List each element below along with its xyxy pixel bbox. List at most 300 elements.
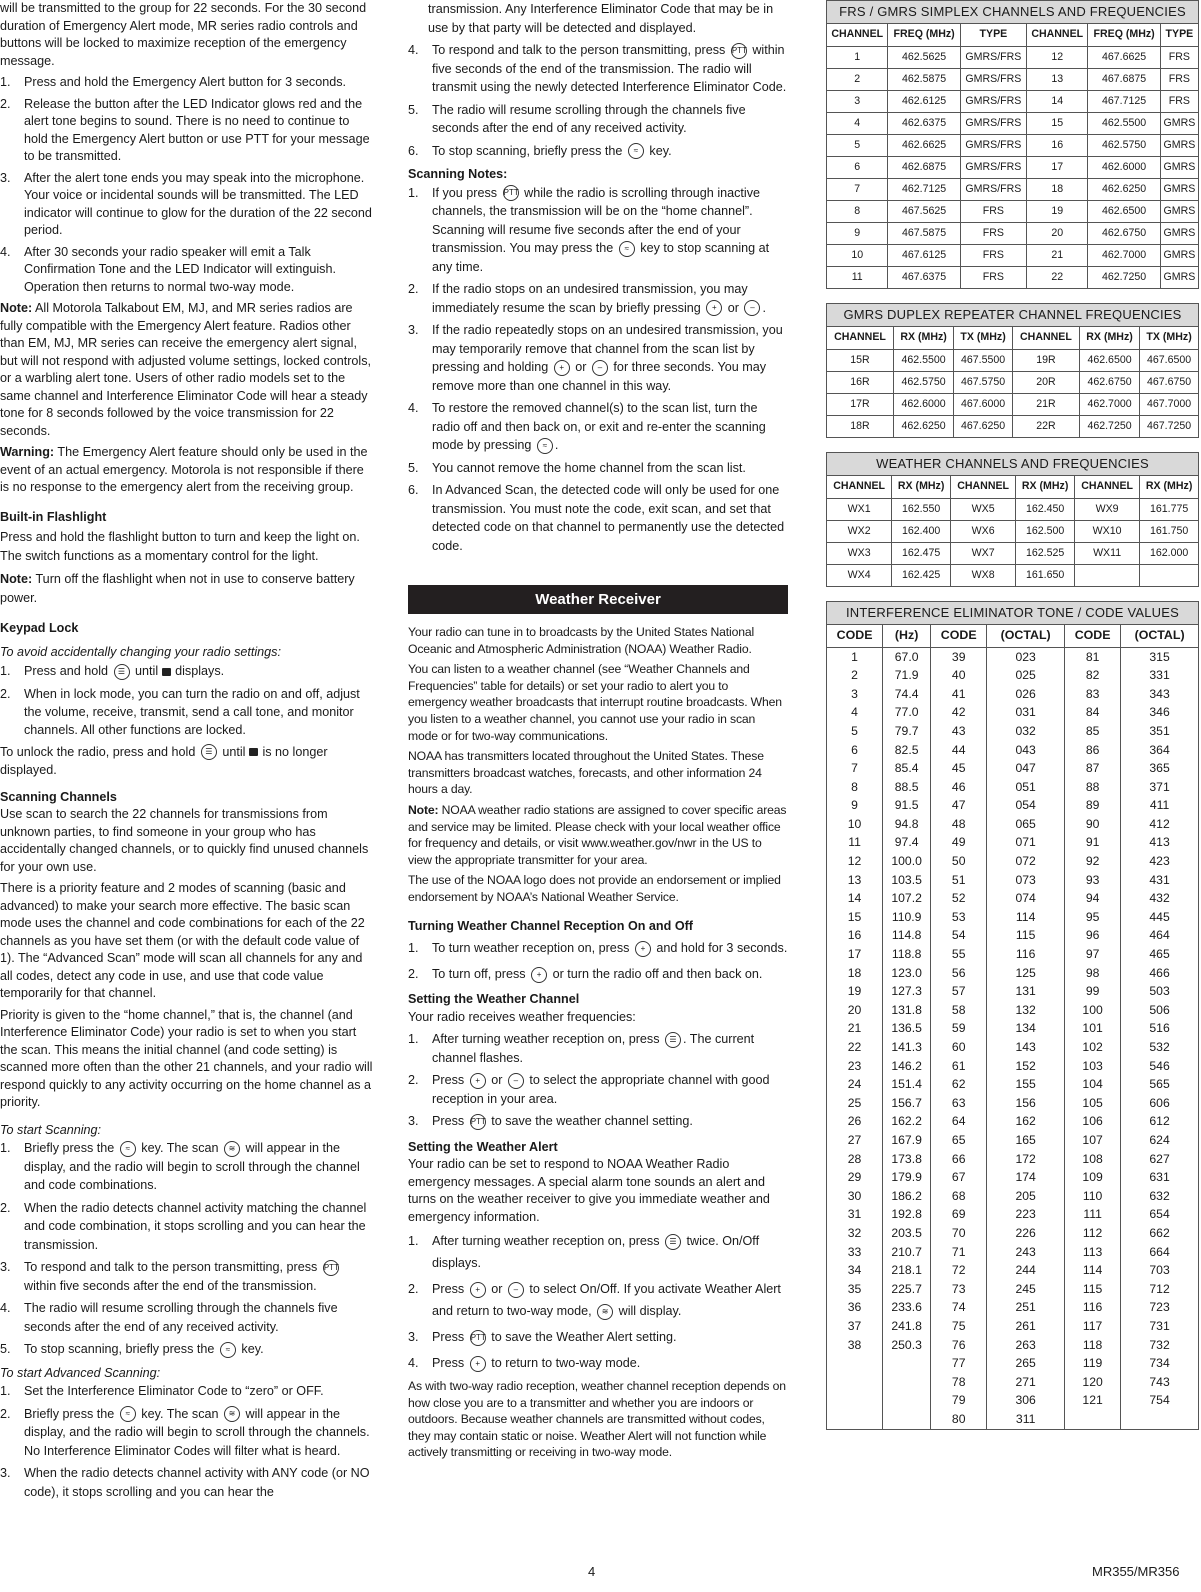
set-alert-heading: Setting the Weather Alert (408, 1139, 558, 1154)
table-cell: 462.6375 (888, 113, 960, 135)
table-cell: GMRS (1160, 113, 1198, 135)
table-cell: 17 (827, 946, 883, 965)
table-row (827, 760, 1199, 779)
table-cell: 94.8 (883, 815, 931, 834)
table-row (827, 350, 1199, 372)
table-row (827, 1224, 1199, 1243)
menu-icon: ☰ (665, 1234, 681, 1250)
table-cell: 86 (1065, 741, 1121, 760)
scan-key-icon: ≈ (537, 438, 553, 454)
list-item: 1. Press and hold the Emergency Alert button for 3 seconds. (0, 75, 347, 89)
table-cell: 16 (827, 927, 883, 946)
table-cell: 743 (1121, 1373, 1199, 1392)
table-cell: 467.6250 (954, 416, 1013, 438)
table-cell: 118 (1065, 1336, 1121, 1355)
set-channel-steps (408, 1030, 788, 1131)
table-cell: 21 (1027, 245, 1088, 267)
table-cell: 22 (1027, 267, 1088, 289)
table-cell: 21R (1012, 394, 1079, 416)
flashlight-note: Note: Turn off the flashlight when not in use to conserve battery power. (0, 572, 355, 605)
table-cell: 8 (827, 778, 883, 797)
table-cell: 315 (1121, 648, 1199, 667)
table-cell: 654 (1121, 1206, 1199, 1225)
table-cell: 68 (931, 1187, 987, 1206)
list-item: 3. Press PTT to save the Weather Alert setting. (408, 1330, 677, 1344)
table-cell: 77 (931, 1355, 987, 1374)
table-cell (827, 1410, 883, 1429)
table-cell: 462.6750 (1088, 223, 1160, 245)
table-cell: GMRS (1160, 223, 1198, 245)
table-cell: 462.6625 (888, 135, 960, 157)
table-cell: 88 (1065, 778, 1121, 797)
menu-lock-icon: ☰ (201, 744, 217, 760)
table-row (827, 1113, 1199, 1132)
table-cell: 664 (1121, 1243, 1199, 1262)
cont-text: transmission. Any Interference Eliminator Code that may be in use by that party will be detected and displayed. (428, 2, 774, 35)
table-cell: 467.6000 (954, 394, 1013, 416)
table-cell: 114.8 (883, 927, 931, 946)
table-cell: 79 (931, 1392, 987, 1411)
plus-icon: + (706, 300, 722, 316)
plus-icon: + (531, 967, 547, 983)
table-cell: 136.5 (883, 1020, 931, 1039)
table-cell: 34 (827, 1262, 883, 1281)
table-cell: 107 (1065, 1131, 1121, 1150)
table-cell: 36 (827, 1299, 883, 1318)
table-cell: 365 (1121, 760, 1199, 779)
table-cell: 723 (1121, 1299, 1199, 1318)
table-row (827, 908, 1199, 927)
table-cell: 57 (931, 983, 987, 1002)
list-item: 4. Press + to return to two-way mode. (408, 1356, 641, 1370)
plus-icon: + (470, 1282, 486, 1298)
table-cell: 172 (987, 1150, 1065, 1169)
column-header: TX (MHz) (954, 327, 1013, 350)
table-cell: 226 (987, 1224, 1065, 1243)
keypad-heading: Keypad Lock (0, 621, 79, 635)
table-cell: 15R (827, 350, 894, 372)
table-cell: 115 (987, 927, 1065, 946)
status-icon: ≋ (224, 1406, 240, 1422)
column-right (826, 0, 1199, 1444)
keypad-sub: To avoid accidentally changing your radio settings: (0, 644, 281, 659)
table-cell: 467.7000 (1140, 394, 1199, 416)
cont-steps (408, 41, 788, 160)
list-item: 5. You cannot remove the home channel from the scan list. (408, 460, 746, 475)
list-item: 4. To respond and talk to the person transmitting, press PTT within five seconds of the end of the transmission. The radio will transmit using the newly detected Interference Eliminator Code. (408, 43, 787, 94)
table-cell: 351 (1121, 722, 1199, 741)
flashlight-text: Press and hold the flashlight button to turn and keep the light on. The switch functions as a momentary control for the light. (0, 530, 360, 563)
table-cell: 114 (987, 908, 1065, 927)
table-cell: 245 (987, 1280, 1065, 1299)
list-item: 6. In Advanced Scan, the detected code will only be used for one transmission. You must note the code, exit scan, and set that detected code on that channel to permanently use the detected code. (408, 483, 785, 553)
table-cell: 462.6250 (1088, 179, 1160, 201)
table-cell: 462.6875 (888, 157, 960, 179)
table-row (827, 1076, 1199, 1095)
table-cell: 20 (1027, 223, 1088, 245)
table-cell: 167.9 (883, 1131, 931, 1150)
table-cell: 462.5875 (888, 69, 960, 91)
table-cell: 467.5875 (888, 223, 960, 245)
table-cell: FRS (1160, 47, 1198, 69)
table-cell: 2 (827, 667, 883, 686)
table-cell: 432 (1121, 890, 1199, 909)
table-cell: 054 (987, 797, 1065, 816)
table-cell: 20 (827, 1001, 883, 1020)
table-cell: 91.5 (883, 797, 931, 816)
table-cell: 90 (1065, 815, 1121, 834)
column-header: CHANNEL (1027, 24, 1088, 47)
column-header: TX (MHz) (1140, 327, 1199, 350)
table-cell: 243 (987, 1243, 1065, 1262)
table-cell: 115 (1065, 1280, 1121, 1299)
table-cell: 162.425 (892, 565, 951, 587)
table-cell: 81 (1065, 648, 1121, 667)
step-text: Briefly press the ≈ key. The scan ≋ will appear in the display, and the radio will begin to scroll through the channel and code combinations. (24, 1141, 360, 1192)
table-cell: 35 (827, 1280, 883, 1299)
table-cell: 343 (1121, 685, 1199, 704)
scan-key-icon: ≈ (619, 241, 635, 257)
gmrs-repeater-table (826, 303, 1199, 438)
table-cell: 83 (1065, 685, 1121, 704)
table-cell: 4 (827, 704, 883, 723)
table-cell: 84 (1065, 704, 1121, 723)
table-cell: 80 (931, 1410, 987, 1429)
table-cell: 65 (931, 1131, 987, 1150)
table-cell: 25 (827, 1094, 883, 1113)
table-cell: 156 (987, 1094, 1065, 1113)
table-cell: 31 (827, 1206, 883, 1225)
set-alert-steps (408, 1230, 788, 1374)
table-cell: 117 (1065, 1317, 1121, 1336)
table-cell: 109 (1065, 1169, 1121, 1188)
table-cell: 103 (1065, 1057, 1121, 1076)
table-cell: 467.6875 (1088, 69, 1160, 91)
step-text: After 30 seconds your radio speaker will emit a Talk Confirmation Tone and the LED Indicator will extinguish. Operation then returns to normal two-way mode. (24, 244, 336, 294)
table-cell: 107.2 (883, 890, 931, 909)
table-cell: 466 (1121, 964, 1199, 983)
table-cell (883, 1373, 931, 1392)
table-cell: 24 (827, 1076, 883, 1095)
list-item: 1. If you press PTT while the radio is scrolling through inactive channels, the transmission will be on the “home channel”. Scanning will resume five seconds after the end of your transmission. You may press the ≈ key to stop scanning at any time. (408, 185, 770, 274)
table-cell (827, 1373, 883, 1392)
table-cell: 6 (827, 157, 888, 179)
table-cell: 2 (827, 69, 888, 91)
table-cell: 152 (987, 1057, 1065, 1076)
column-header: CHANNEL (827, 327, 894, 350)
table-cell: 40 (931, 667, 987, 686)
table-cell: WX2 (827, 521, 892, 543)
table-cell: 88.5 (883, 778, 931, 797)
table-cell: 223 (987, 1206, 1065, 1225)
table-cell: 703 (1121, 1262, 1199, 1281)
warning-para: Warning: The Emergency Alert feature should only be used in the event of an actual emergency. Motorola is not responsible if there is no response to the emergency alert from the receiving group. (0, 445, 368, 494)
table-cell: GMRS (1160, 201, 1198, 223)
table-cell: 33 (827, 1243, 883, 1262)
table-cell: 131 (987, 983, 1065, 1002)
table-cell: 19R (1012, 350, 1079, 372)
table-cell: 44 (931, 741, 987, 760)
table-cell: 97.4 (883, 834, 931, 853)
table-cell: 100.0 (883, 853, 931, 872)
table-cell: 612 (1121, 1113, 1199, 1132)
table-cell: 16 (1027, 135, 1088, 157)
minus-icon: – (508, 1073, 524, 1089)
table-cell: 161.650 (1016, 565, 1075, 587)
table-cell: 72 (931, 1262, 987, 1281)
table-cell: 114 (1065, 1262, 1121, 1281)
table-cell: WX6 (950, 521, 1015, 543)
adv-scan-sub: To start Advanced Scanning: (0, 1365, 161, 1380)
table-cell: 26 (827, 1113, 883, 1132)
column-header: (OCTAL) (1121, 625, 1199, 648)
table-cell: 22 (827, 1038, 883, 1057)
table-row (827, 834, 1199, 853)
model-number: MR355/MR356 (1092, 1564, 1180, 1579)
table-cell: 462.7250 (1088, 267, 1160, 289)
table-cell: 203.5 (883, 1224, 931, 1243)
table-row (827, 1206, 1199, 1225)
table-cell: 98 (1065, 964, 1121, 983)
list-item: 1. To turn weather reception on, press + and hold for 3 seconds. (408, 941, 788, 955)
table-cell: 412 (1121, 815, 1199, 834)
weather-title: Weather Receiver (408, 585, 788, 614)
table-cell: 17 (1027, 157, 1088, 179)
table-cell: GMRS/FRS (960, 135, 1026, 157)
table-cell: 712 (1121, 1280, 1199, 1299)
table-row (827, 704, 1199, 723)
table-row (827, 1299, 1199, 1318)
step-text: To stop scanning, briefly press the ≈ key. (432, 143, 672, 158)
scan-key-icon: ≈ (120, 1141, 136, 1157)
table-cell: 162.2 (883, 1113, 931, 1132)
table-cell: 462.5750 (1088, 135, 1160, 157)
table-cell: 78 (931, 1373, 987, 1392)
scan-heading: Scanning Channels (0, 789, 117, 804)
table-cell: 119 (1065, 1355, 1121, 1374)
table-cell: 71.9 (883, 667, 931, 686)
list-item: 2. If the radio stops on an undesired transmission, you may immediately resume the scan by briefly pressing + or – . (408, 282, 766, 315)
table-cell: 465 (1121, 946, 1199, 965)
table-cell: 250.3 (883, 1336, 931, 1355)
table-cell: 210.7 (883, 1243, 931, 1262)
table-cell: 27 (827, 1131, 883, 1150)
table-row (827, 499, 1199, 521)
step-text: The radio will resume scrolling through the channels five seconds after the end of any received activity. (432, 102, 746, 135)
table-cell: 6 (827, 741, 883, 760)
table-cell: 186.2 (883, 1187, 931, 1206)
table-cell: 9 (827, 797, 883, 816)
table-cell: 423 (1121, 853, 1199, 872)
table-cell: 306 (987, 1392, 1065, 1411)
table-cell: 411 (1121, 797, 1199, 816)
table-row (827, 1410, 1199, 1429)
column-header: CODE (1065, 625, 1121, 648)
table-row (827, 267, 1199, 289)
flashlight-heading: Built-in Flashlight (0, 509, 107, 524)
table-row (827, 1317, 1199, 1336)
table-cell: 462.5625 (888, 47, 960, 69)
table-cell: 467.6375 (888, 267, 960, 289)
list-item: 3. When the radio detects channel activity with ANY code (or NO code), it stops scrolling and you can hear the (0, 1466, 370, 1499)
table-cell: 46 (931, 778, 987, 797)
table-cell: 162.525 (1016, 543, 1075, 565)
table-cell: 55 (931, 946, 987, 965)
list-item: 1. Set the Interference Eliminator Code to “zero” or OFF. (0, 1384, 324, 1398)
table-cell: 9 (827, 223, 888, 245)
table-cell (1140, 565, 1199, 587)
weather-text: Your radio can tune in to broadcasts by the United States National Oceanic and Atmospheric Administration (NOAA) Weather Radio. (408, 625, 755, 656)
table-cell: 21 (827, 1020, 883, 1039)
table-cell (827, 1355, 883, 1374)
table-cell: 146.2 (883, 1057, 931, 1076)
alert-steps (0, 74, 375, 296)
table-cell: 67.0 (883, 648, 931, 667)
table-cell: 331 (1121, 667, 1199, 686)
table-cell: 462.6500 (1088, 201, 1160, 223)
table-row (827, 565, 1199, 587)
table-cell (1065, 1410, 1121, 1429)
list-item: 4. To restore the removed channel(s) to the scan list, turn the radio off and then back on, or exit and re-enter the scanning mode by pressing ≈ . (408, 401, 766, 452)
plus-icon: + (470, 1356, 486, 1372)
scan-notes-heading: Scanning Notes: (408, 167, 508, 181)
table-cell: 85 (1065, 722, 1121, 741)
step-text: After turning weather reception on, press ☰ . The current channel flashes. (432, 1032, 755, 1065)
start-scan-steps (0, 1139, 375, 1359)
table-row (827, 113, 1199, 135)
table-row (827, 1373, 1199, 1392)
table-cell: FRS (960, 223, 1026, 245)
table-cell: WX1 (827, 499, 892, 521)
step-text: In Advanced Scan, the detected code will only be used for one transmission. You must note the code, exit scan, and set that detected code on that channel to permanently use the detected code. (432, 483, 785, 553)
table-cell: 19 (827, 983, 883, 1002)
table-cell: 732 (1121, 1336, 1199, 1355)
table-cell: 56 (931, 964, 987, 983)
table-cell: 073 (987, 871, 1065, 890)
step-text: If the radio stops on an undesired transmission, you may immediately resume the scan by briefly pressing + or – . (432, 282, 766, 315)
table-cell: 462.7000 (1088, 245, 1160, 267)
table-row (827, 685, 1199, 704)
table-cell: 97 (1065, 946, 1121, 965)
table-cell: 631 (1121, 1169, 1199, 1188)
table-row (827, 1001, 1199, 1020)
column-header: (OCTAL) (987, 625, 1065, 648)
scan-key-icon: ≈ (220, 1342, 236, 1358)
table-row (827, 778, 1199, 797)
table-cell: 413 (1121, 834, 1199, 853)
interference-eliminator-table (826, 601, 1199, 1430)
table-cell: 565 (1121, 1076, 1199, 1095)
table-cell: GMRS/FRS (960, 113, 1026, 135)
table-cell: 462.6000 (1088, 157, 1160, 179)
table-cell: 103.5 (883, 871, 931, 890)
column-header: CHANNEL (1012, 327, 1079, 350)
table-cell: 462.5500 (893, 350, 953, 372)
table-row (827, 946, 1199, 965)
table-cell: 467.5500 (954, 350, 1013, 372)
set-channel-heading: Setting the Weather Channel (408, 992, 580, 1006)
menu-icon: ☰ (665, 1032, 681, 1048)
table-cell: 462.7125 (888, 179, 960, 201)
table-cell: GMRS/FRS (960, 157, 1026, 179)
table-cell: 467.6625 (1088, 47, 1160, 69)
step-text: To turn off, press + or turn the radio off and then back on. (432, 967, 763, 981)
weather-text: The use of the NOAA logo does not provide an endorsement or implied endorsement by NOAA’s National Weather Service. (408, 873, 781, 904)
table-cell: GMRS (1160, 267, 1198, 289)
step-text: You cannot remove the home channel from the scan list. (432, 460, 746, 475)
table-cell: 77.0 (883, 704, 931, 723)
table-cell: 76 (931, 1336, 987, 1355)
table-cell: 754 (1121, 1392, 1199, 1411)
table-cell: 632 (1121, 1187, 1199, 1206)
table-cell: 37 (827, 1317, 883, 1336)
column-header: TYPE (960, 24, 1026, 47)
column-header: RX (MHz) (1079, 327, 1139, 350)
table-cell: 071 (987, 834, 1065, 853)
table-cell: 5 (827, 135, 888, 157)
lock-icon (162, 668, 171, 676)
table-cell: 42 (931, 704, 987, 723)
step-text: Press and hold the Emergency Alert button for 3 seconds. (24, 75, 347, 89)
table-cell: 3 (827, 91, 888, 113)
table-cell: GMRS (1160, 179, 1198, 201)
table-cell: FRS (1160, 91, 1198, 113)
table-cell: 143 (987, 1038, 1065, 1057)
column-header: CHANNEL (827, 476, 892, 499)
table-cell: 134 (987, 1020, 1065, 1039)
table-cell: 462.6000 (893, 394, 953, 416)
table-cell: 91 (1065, 834, 1121, 853)
table-row (827, 157, 1199, 179)
table-cell: 13 (827, 871, 883, 890)
table-cell: 467.6125 (888, 245, 960, 267)
table-cell: 11 (827, 834, 883, 853)
list-item: 1. After turning weather reception on, press ☰ . The current channel flashes. (408, 1032, 755, 1065)
column-header: CHANNEL (1074, 476, 1139, 499)
column-header: RX (MHz) (893, 327, 953, 350)
table-cell: 71 (931, 1243, 987, 1262)
table-cell: 111 (1065, 1206, 1121, 1225)
table-row (827, 983, 1199, 1002)
table-row (827, 1262, 1199, 1281)
table-cell: 22R (1012, 416, 1079, 438)
table-cell: 251 (987, 1299, 1065, 1318)
table-row (827, 91, 1199, 113)
list-item: 4. The radio will resume scrolling through the channels five seconds after the end of any received activity. (0, 1301, 338, 1334)
table-row (827, 69, 1199, 91)
table-cell: 112 (1065, 1224, 1121, 1243)
table-cell: 464 (1121, 927, 1199, 946)
table-cell: 61 (931, 1057, 987, 1076)
ptt-icon: PTT (731, 43, 747, 59)
table-cell: 025 (987, 667, 1065, 686)
table-row (827, 135, 1199, 157)
step-text: Briefly press the ≈ key. The scan ≋ will appear in the display, and the radio will begin to scroll through the channels. No Interference Eliminator Codes will filter what is heard. (24, 1406, 370, 1458)
table-cell: 546 (1121, 1057, 1199, 1076)
table-cell: 162 (987, 1113, 1065, 1132)
table-cell: 32 (827, 1224, 883, 1243)
table-cell: 151.4 (883, 1076, 931, 1095)
column-header: FREQ (MHz) (1088, 24, 1160, 47)
table-cell: 73 (931, 1280, 987, 1299)
table-cell: 18 (827, 964, 883, 983)
table-cell: GMRS (1160, 245, 1198, 267)
table-cell: 155 (987, 1076, 1065, 1095)
table-cell: 311 (987, 1410, 1065, 1429)
scan-key-icon: ≈ (120, 1406, 136, 1422)
table-cell: 14 (1027, 91, 1088, 113)
step-text: Press + or – to select the appropriate channel with good reception in your area. (432, 1073, 770, 1106)
